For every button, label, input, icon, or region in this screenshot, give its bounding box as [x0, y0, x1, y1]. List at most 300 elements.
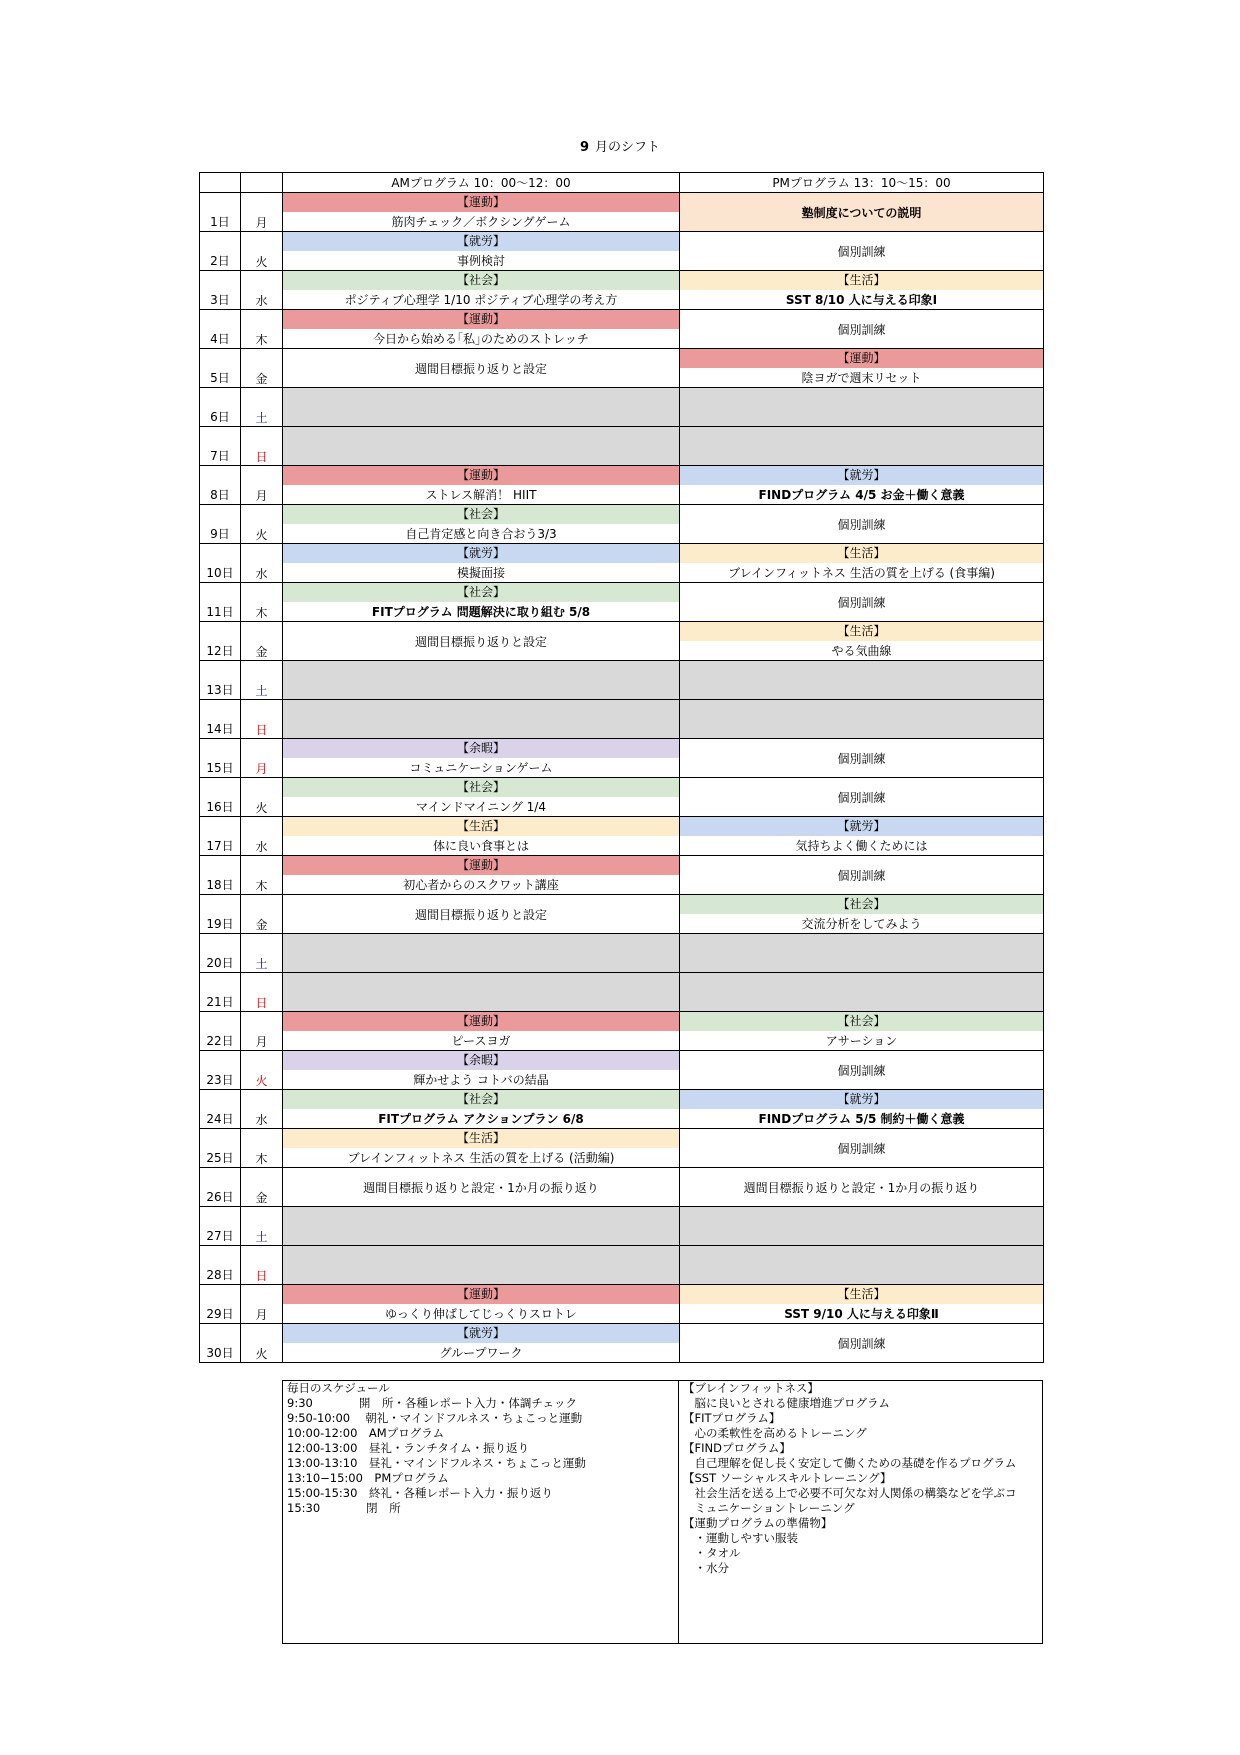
header-weekday-cell [241, 173, 283, 193]
pm-program [680, 349, 1043, 387]
am-program [283, 817, 679, 855]
am-cell [283, 934, 680, 973]
weekday-label: 月 [255, 762, 268, 776]
am-cell [283, 232, 680, 271]
date-label: 25日 [206, 1151, 234, 1165]
am-cell [283, 739, 680, 778]
day-row [200, 310, 1044, 349]
day-row [200, 1012, 1044, 1051]
weekday-label: 日 [255, 450, 268, 464]
day-row [200, 1246, 1044, 1285]
schedule-line: 9:50-10:00 朝礼・マインドフルネス・ちょこっと運動 [287, 1411, 583, 1425]
schedule-line: 13:10−15:00 PMプログラム [287, 1471, 449, 1485]
am-program [283, 1090, 679, 1128]
day-row [200, 1051, 1044, 1090]
date-cell [200, 856, 241, 895]
weekday-label: 水 [255, 1113, 268, 1127]
pm-program [680, 1012, 1043, 1050]
date-label: 9日 [210, 527, 230, 541]
weekday-label: 火 [255, 1074, 268, 1088]
weekday-label: 金 [255, 1191, 268, 1205]
day-row [200, 700, 1044, 739]
weekday-label: 月 [255, 1035, 268, 1049]
weekday-cell [241, 544, 283, 583]
date-label: 19日 [206, 917, 234, 931]
am-cell [283, 778, 680, 817]
date-label: 18日 [206, 878, 234, 892]
pm-cell [680, 934, 1044, 973]
program-note-line: 【ブレインフィットネス】 [683, 1381, 819, 1395]
pm-title: 交流分析をしてみよう [801, 917, 922, 931]
day-row [200, 817, 1044, 856]
date-label: 3日 [210, 293, 230, 307]
am-cell [283, 505, 680, 544]
header-date-cell [200, 173, 241, 193]
date-cell [200, 1168, 241, 1207]
date-label: 15日 [206, 761, 234, 775]
am-cell [283, 193, 680, 232]
am-title: ピースヨガ [451, 1034, 511, 1048]
am-title: FITプログラム 問題解決に取り組む 5/8 [371, 605, 591, 619]
weekday-cell [241, 1051, 283, 1090]
weekday-cell [241, 973, 283, 1012]
am-program [283, 1129, 679, 1167]
weekday-cell [241, 310, 283, 349]
pm-cell [680, 1246, 1044, 1285]
pm-title: 個別訓練 [837, 517, 886, 532]
pm-title: 個別訓練 [837, 1063, 886, 1078]
pm-cell [680, 700, 1044, 739]
schedule-line: 毎日のスケジュール [287, 1381, 390, 1395]
pm-cell [680, 544, 1044, 583]
am-title: 体に良い食事とは [432, 839, 529, 853]
weekday-cell [241, 661, 283, 700]
am-category: 【就労】 [283, 1324, 679, 1343]
title-label: 月のシフト [595, 140, 661, 155]
am-cell [283, 1207, 680, 1246]
weekday-cell [241, 427, 283, 466]
weekday-cell [241, 349, 283, 388]
am-title: ストレス解消！ HIIT [425, 488, 537, 502]
weekday-cell [241, 622, 283, 661]
date-cell [200, 1090, 241, 1129]
date-cell [200, 739, 241, 778]
am-cell [283, 466, 680, 505]
am-cell [283, 1324, 680, 1363]
pm-cell [680, 349, 1044, 388]
date-label: 20日 [206, 956, 234, 970]
am-category: 【運動】 [283, 1012, 679, 1031]
pm-cell [680, 427, 1044, 466]
pm-category: 【就労】 [680, 1090, 1043, 1109]
pm-cell [680, 1207, 1044, 1246]
weekday-cell [241, 505, 283, 544]
am-cell [283, 1285, 680, 1324]
am-category: 【余暇】 [283, 739, 679, 758]
header-row [200, 173, 1044, 193]
weekday-label: 日 [255, 996, 268, 1010]
am-cell [283, 622, 680, 661]
weekday-cell [241, 739, 283, 778]
pm-cell [680, 1285, 1044, 1324]
am-cell [283, 310, 680, 349]
am-cell [283, 349, 680, 388]
day-row [200, 739, 1044, 778]
pm-title: 個別訓練 [837, 1336, 886, 1351]
date-cell [200, 1051, 241, 1090]
program-note-line: 【運動プログラムの準備物】 [683, 1516, 833, 1530]
am-program [283, 1285, 679, 1323]
date-cell [200, 388, 241, 427]
am-title: 自己肯定感と向き合おう3/3 [405, 527, 557, 541]
date-cell [200, 1129, 241, 1168]
day-row [200, 895, 1044, 934]
program-note-line: 脳に良いとされる健康増進プログラム [683, 1396, 890, 1410]
date-cell [200, 1012, 241, 1051]
weekday-label: 金 [255, 918, 268, 932]
am-title: 初心者からのスクワット講座 [403, 878, 559, 892]
schedule-line: 13:00-13:10 昼礼・マインドフルネス・ちょこっと運動 [287, 1456, 586, 1470]
pm-cell [680, 1012, 1044, 1051]
weekday-label: 土 [255, 411, 268, 425]
date-cell [200, 193, 241, 232]
day-row [200, 583, 1044, 622]
am-title: 週間目標振り返りと設定 [414, 907, 547, 922]
day-row [200, 1285, 1044, 1324]
am-cell [283, 427, 680, 466]
weekday-label: 水 [255, 567, 268, 581]
weekday-label: 火 [255, 1347, 268, 1361]
pm-title: 陰ヨガで週末リセット [801, 371, 922, 385]
pm-cell [680, 1129, 1044, 1168]
pm-cell [680, 271, 1044, 310]
date-cell [200, 661, 241, 700]
pm-category: 【生活】 [680, 544, 1043, 563]
program-note-line: 社会生活を送る上で必要不可欠な対人関係の構築などを学ぶコ [683, 1486, 1017, 1500]
date-label: 6日 [210, 410, 230, 424]
pm-category: 【社会】 [680, 1012, 1043, 1031]
weekday-label: 月 [255, 216, 268, 230]
am-program [283, 1324, 679, 1362]
am-title: 事例検討 [456, 254, 505, 268]
date-cell [200, 895, 241, 934]
am-category: 【社会】 [283, 778, 679, 797]
weekday-label: 土 [255, 1230, 268, 1244]
am-title: 筋肉チェック／ボクシングゲーム [391, 215, 571, 229]
weekday-cell [241, 193, 283, 232]
pm-title: FINDプログラム 5/5 制約＋働く意義 [758, 1112, 965, 1126]
date-cell [200, 934, 241, 973]
date-cell [200, 271, 241, 310]
date-label: 8日 [210, 488, 230, 502]
am-category: 【運動】 [283, 310, 679, 329]
header-pm: PMプログラム 13：10〜15：00 [680, 173, 1044, 193]
pm-cell [680, 1324, 1044, 1363]
am-category: 【生活】 [283, 817, 679, 836]
weekday-label: 土 [255, 684, 268, 698]
pm-cell [680, 973, 1044, 1012]
weekday-cell [241, 1285, 283, 1324]
weekday-cell [241, 583, 283, 622]
weekday-label: 火 [255, 255, 268, 269]
program-note-line: ミュニケーショントレーニング [683, 1501, 855, 1515]
date-label: 22日 [206, 1034, 234, 1048]
pm-program [680, 544, 1043, 582]
date-cell [200, 232, 241, 271]
day-row [200, 427, 1044, 466]
am-title: 今日から始める｢私｣のためのストレッチ [373, 332, 589, 346]
am-cell [283, 1051, 680, 1090]
am-program [283, 466, 679, 504]
date-cell [200, 1285, 241, 1324]
pm-cell [680, 661, 1044, 700]
program-note-line: 自己理解を促し長く安定して働くための基礎を作るプログラム [683, 1456, 1017, 1470]
am-program [283, 544, 679, 582]
day-row [200, 466, 1044, 505]
weekday-cell [241, 817, 283, 856]
am-program [283, 778, 679, 816]
weekday-label: 月 [255, 1308, 268, 1322]
pm-cell [680, 388, 1044, 427]
am-category: 【余暇】 [283, 1051, 679, 1070]
pm-cell [680, 310, 1044, 349]
am-program [283, 583, 679, 621]
schedule-line: 15:00-15:30 終礼・各種レポート入力・振り返り [287, 1486, 553, 1500]
pm-category: 【生活】 [680, 271, 1043, 290]
am-cell [283, 1012, 680, 1051]
am-title: グループワーク [439, 1346, 523, 1360]
date-label: 4日 [210, 332, 230, 346]
day-row [200, 349, 1044, 388]
weekday-label: 月 [255, 489, 268, 503]
am-program [283, 856, 679, 894]
weekday-cell [241, 1012, 283, 1051]
am-program [283, 232, 679, 270]
header-am: AMプログラム 10：00〜12：00 [283, 173, 680, 193]
weekday-label: 水 [255, 840, 268, 854]
am-title: コミュニケーションゲーム [409, 761, 553, 775]
day-row [200, 622, 1044, 661]
day-row [200, 544, 1044, 583]
weekday-label: 火 [255, 528, 268, 542]
date-label: 10日 [206, 566, 234, 580]
pm-cell [680, 1051, 1044, 1090]
pm-title: ブレインフィットネス 生活の質を上げる (食事編) [728, 566, 995, 580]
pm-program [680, 466, 1043, 504]
pm-program [680, 1285, 1043, 1323]
am-program [283, 271, 679, 309]
pm-cell [680, 895, 1044, 934]
schedule-table [199, 172, 1044, 1363]
day-row [200, 973, 1044, 1012]
am-title: 週間目標振り返りと設定 [414, 361, 547, 376]
weekday-cell [241, 232, 283, 271]
pm-cell [680, 232, 1044, 271]
am-title: ゆっくり伸ばしてじっくりスロトレ [385, 1307, 577, 1321]
date-label: 29日 [206, 1307, 234, 1321]
pm-title: 個別訓練 [837, 751, 886, 766]
day-row [200, 1207, 1044, 1246]
am-title: FITプログラム アクションプラン 6/8 [378, 1112, 584, 1126]
day-row [200, 934, 1044, 973]
pm-cell [680, 466, 1044, 505]
am-cell [283, 1090, 680, 1129]
date-cell [200, 466, 241, 505]
date-cell [200, 1246, 241, 1285]
date-cell [200, 427, 241, 466]
am-category: 【運動】 [283, 856, 679, 875]
page-title [0, 136, 1240, 155]
weekday-label: 日 [255, 1269, 268, 1283]
date-label: 1日 [210, 215, 230, 229]
pm-title: 塾制度についての説明 [680, 193, 1043, 231]
program-note-line: ・水分 [683, 1561, 729, 1575]
am-cell [283, 661, 680, 700]
weekday-label: 木 [255, 879, 268, 893]
date-label: 5日 [210, 371, 230, 385]
title-month: 9 [579, 140, 590, 155]
am-title: 週間目標振り返りと設定 [414, 634, 547, 649]
date-label: 21日 [206, 995, 234, 1009]
day-row [200, 1090, 1044, 1129]
weekday-cell [241, 700, 283, 739]
am-cell [283, 1246, 680, 1285]
am-category: 【運動】 [283, 466, 679, 485]
am-category: 【社会】 [283, 1090, 679, 1109]
am-program [283, 739, 679, 777]
schedule-line: 12:00-13:00 昼礼・ランチタイム・振り返り [287, 1441, 530, 1455]
am-title: 輝かせよう コトバの結晶 [413, 1073, 549, 1087]
am-cell [283, 895, 680, 934]
am-cell [283, 583, 680, 622]
am-cell [283, 700, 680, 739]
pm-cell [680, 817, 1044, 856]
weekday-cell [241, 388, 283, 427]
am-category: 【生活】 [283, 1129, 679, 1148]
weekday-label: 火 [255, 801, 268, 815]
am-cell [283, 817, 680, 856]
date-label: 14日 [206, 722, 234, 736]
am-program [283, 310, 679, 348]
date-label: 2日 [210, 254, 230, 268]
date-cell [200, 505, 241, 544]
am-cell [283, 544, 680, 583]
date-cell [200, 583, 241, 622]
pm-title: アサーション [825, 1034, 898, 1048]
pm-program [680, 622, 1043, 660]
pm-cell [680, 583, 1044, 622]
am-cell [283, 1129, 680, 1168]
am-category: 【就労】 [283, 544, 679, 563]
date-label: 23日 [206, 1073, 234, 1087]
weekday-label: 木 [255, 333, 268, 347]
daily-schedule-notes [283, 1381, 679, 1644]
am-cell [283, 973, 680, 1012]
am-cell [283, 856, 680, 895]
weekday-cell [241, 1090, 283, 1129]
date-cell [200, 544, 241, 583]
day-row [200, 1129, 1044, 1168]
schedule-line: 15:30 閉 所 [287, 1501, 401, 1515]
pm-cell [680, 778, 1044, 817]
am-category: 【社会】 [283, 271, 679, 290]
day-row [200, 778, 1044, 817]
am-category: 【社会】 [283, 505, 679, 524]
weekday-cell [241, 1324, 283, 1363]
weekday-cell [241, 1168, 283, 1207]
pm-program [680, 895, 1043, 933]
pm-title: 個別訓練 [837, 790, 886, 805]
day-row [200, 232, 1044, 271]
am-title: 模擬面接 [456, 566, 505, 580]
date-label: 27日 [206, 1229, 234, 1243]
pm-category: 【社会】 [680, 895, 1043, 914]
pm-cell [680, 856, 1044, 895]
weekday-label: 日 [255, 723, 268, 737]
pm-program [680, 1090, 1043, 1128]
am-title: マインドマイニング 1/4 [416, 800, 546, 814]
pm-program [680, 817, 1043, 855]
weekday-label: 金 [255, 372, 268, 386]
pm-program [680, 271, 1043, 309]
pm-title: 個別訓練 [837, 322, 886, 337]
weekday-label: 水 [255, 294, 268, 308]
program-note-line: 【FINDプログラム】 [683, 1441, 791, 1455]
weekday-cell [241, 856, 283, 895]
date-label: 7日 [210, 449, 230, 463]
pm-cell [680, 1168, 1044, 1207]
pm-cell [680, 622, 1044, 661]
pm-cell [680, 1090, 1044, 1129]
date-label: 26日 [206, 1190, 234, 1204]
pm-cell [680, 193, 1044, 232]
am-cell [283, 271, 680, 310]
am-program [283, 193, 679, 231]
date-cell [200, 349, 241, 388]
pm-title: SST 9/10 人に与える印象Ⅱ [784, 1307, 939, 1321]
day-row [200, 856, 1044, 895]
pm-title: 個別訓練 [837, 1141, 886, 1156]
am-cell [283, 388, 680, 427]
day-row [200, 193, 1044, 232]
weekday-cell [241, 895, 283, 934]
weekday-label: 木 [255, 606, 268, 620]
day-row [200, 1324, 1044, 1363]
pm-title: やる気曲線 [831, 644, 892, 658]
date-cell [200, 310, 241, 349]
day-row [200, 661, 1044, 700]
schedule-line: 9:30 開 所・各種レポート入力・体調チェック [287, 1396, 577, 1410]
pm-category: 【就労】 [680, 466, 1043, 485]
program-notes [679, 1381, 1043, 1644]
am-category: 【社会】 [283, 583, 679, 602]
date-label: 24日 [206, 1112, 234, 1126]
day-row [200, 388, 1044, 427]
program-note-line: ・運動しやすい服装 [683, 1531, 798, 1545]
pm-category: 【運動】 [680, 349, 1043, 368]
date-cell [200, 778, 241, 817]
schedule-line: 10:00-12:00 AMプログラム [287, 1426, 445, 1440]
weekday-label: 土 [255, 957, 268, 971]
weekday-cell [241, 934, 283, 973]
am-title: ブレインフィットネス 生活の質を上げる (活動編) [347, 1151, 615, 1165]
pm-title: 気持ちよく働くためには [795, 839, 928, 853]
program-note-line: ・タオル [683, 1546, 741, 1560]
weekday-cell [241, 466, 283, 505]
pm-title: 個別訓練 [837, 595, 886, 610]
am-category: 【運動】 [283, 1285, 679, 1304]
day-row [200, 1168, 1044, 1207]
